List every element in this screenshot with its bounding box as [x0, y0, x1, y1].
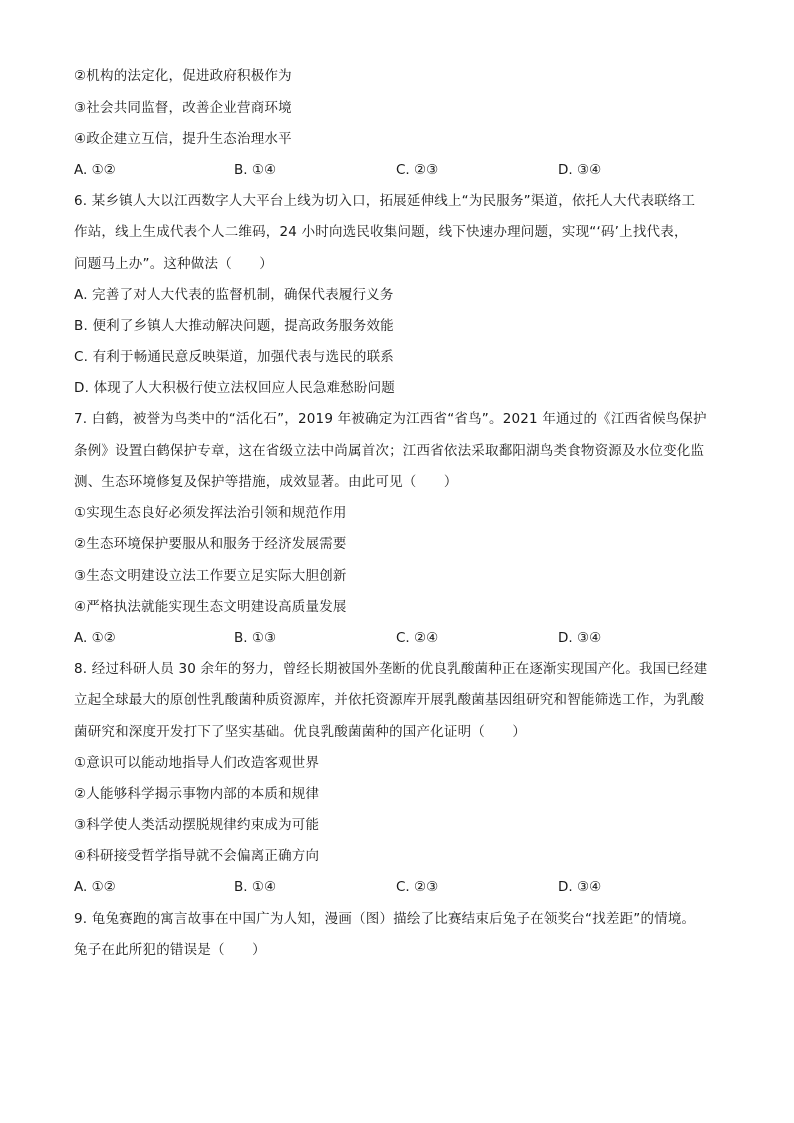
q6-stem-line-2: 作站，线上生成代表个人二维码，24 小时向选民收集问题，线下快速办理问题，实现“‘码’上找代表，	[74, 224, 688, 240]
q7-option-a: A. ①②	[74, 630, 116, 646]
q7-stem-line-3: 测、生态环境修复及保护等措施，成效显著。由此可见（ ）	[74, 474, 458, 490]
q7-stem-line-2: 条例》设置白鹤保护专章，这在省级立法中尚属首次；江西省依法采取鄱阳湖鸟类食物资源及水位变化监	[74, 443, 705, 459]
q9-stem-line-2: 兔子在此所犯的错误是（ ）	[74, 942, 266, 958]
q8-stem-line-2: 立起全球最大的原创性乳酸菌种质资源库，并依托资源库开展乳酸菌基因组研究和智能筛选工作，为乳酸	[74, 692, 705, 708]
q5-statement-2: ②机构的法定化，促进政府积极作为	[74, 68, 292, 84]
q8-statement-1: ①意识可以能动地指导人们改造客观世界	[74, 755, 320, 771]
q6-option-b: B. 便利了乡镇人大推动解决问题，提高政务服务效能	[74, 318, 394, 334]
q8-statement-3: ③科学使人类活动摆脱规律约束成为可能	[74, 817, 320, 833]
q8-option-d: D. ③④	[558, 879, 602, 895]
q6-stem-line-1: 6. 某乡镇人大以江西数字人大平台上线为切入口，拓展延伸线上“为民服务”渠道，依托人大代表联络工	[74, 193, 696, 209]
q5-options	[74, 162, 734, 178]
q7-stem-line-1: 7. 白鹤，被誉为鸟类中的“活化石”，2019 年被确定为江西省“省鸟”。2021 年通过的《江西省候鸟保护	[74, 411, 707, 427]
q8-option-c: C. ②③	[396, 879, 439, 895]
q6-option-d: D. 体现了人大积极行使立法权回应人民急难愁盼问题	[74, 380, 395, 396]
q9-stem-line-1: 9. 龟兔赛跑的寓言故事在中国广为人知，漫画（图）描绘了比赛结束后兔子在领奖台“找差距”的情境。	[74, 911, 696, 927]
q7-option-c: C. ②④	[396, 630, 439, 646]
q8-statement-2: ②人能够科学揭示事物内部的本质和规律	[74, 786, 320, 802]
q6-stem-line-3: 问题马上办”。这种做法（ ）	[74, 256, 273, 272]
q8-option-a: A. ①②	[74, 879, 116, 895]
q5-option-a: A. ①②	[74, 162, 116, 178]
q7-options	[74, 630, 734, 646]
q7-statement-1: ①实现生态良好必须发挥法治引领和规范作用	[74, 505, 347, 521]
q8-stem-line-3: 菌研究和深度开发打下了坚实基础。优良乳酸菌菌种的国产化证明（ ）	[74, 724, 527, 740]
q6-option-c: C. 有利于畅通民意反映渠道，加强代表与选民的联系	[74, 349, 395, 365]
q7-statement-4: ④严格执法就能实现生态文明建设高质量发展	[74, 599, 347, 615]
q8-option-b: B. ①④	[234, 879, 277, 895]
q5-option-b: B. ①④	[234, 162, 277, 178]
q8-options	[74, 879, 734, 895]
q5-option-d: D. ③④	[558, 162, 602, 178]
q7-statement-2: ②生态环境保护要服从和服务于经济发展需要	[74, 536, 347, 552]
q7-option-d: D. ③④	[558, 630, 602, 646]
q5-statement-3: ③社会共同监督，改善企业营商环境	[74, 100, 292, 116]
q7-statement-3: ③生态文明建设立法工作要立足实际大胆创新	[74, 568, 347, 584]
q6-option-a: A. 完善了对人大代表的监督机制，确保代表履行义务	[74, 287, 394, 303]
q8-stem-line-1: 8. 经过科研人员 30 余年的努力，曾经长期被国外垄断的优良乳酸菌种正在逐渐实现国产化。我国已经建	[74, 661, 708, 677]
q8-statement-4: ④科研接受哲学指导就不会偏离正确方向	[74, 848, 320, 864]
q7-option-b: B. ①③	[234, 630, 277, 646]
q5-statement-4: ④政企建立互信，提升生态治理水平	[74, 131, 292, 147]
q5-option-c: C. ②③	[396, 162, 439, 178]
